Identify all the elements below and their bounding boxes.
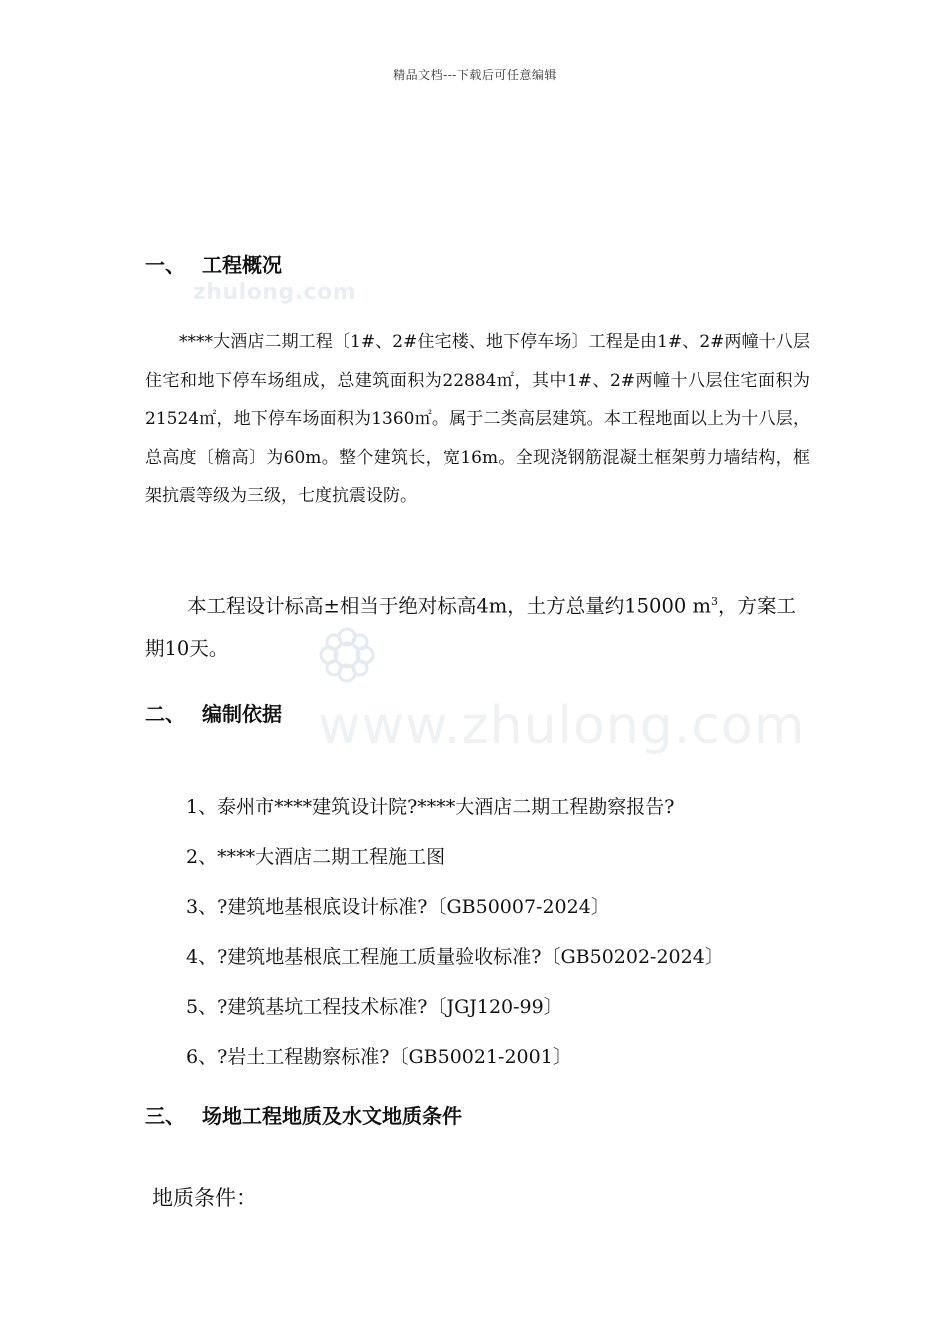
section-2-title: 编制依据 [202,702,282,726]
watermark-large: www.zhulong.com [318,696,806,756]
page-header: 精品文档---下载后可任意编辑 [393,68,557,82]
section-1-paragraph-1: ****大酒店二期工程〔1#、2#住宅楼、地下停车场〕工程是由1#、2#两幢十八层住宅和地下停车场组成，总建筑面积为22884㎡，其中1#、2#两幢十八层住宅面积为21524㎡，地下停车场面积为1360㎡。属于二类高层建筑。本工程地面以上为十八层，总高度〔檐高〕为60m。整个建筑长，宽16m。全现浇钢筋混凝土框架剪力墙结构，框架抗震等级为三级，七度抗震设防。 [145,332,810,506]
reference-item: 1、泰州市****建筑设计院?****大酒店二期工程勘察报告? [186,796,675,818]
geology-subheading: 地质条件： [152,1186,257,1210]
reference-item: 3、?建筑地基根底设计标准?〔GB50007-2024〕 [186,896,610,918]
paragraph-2-text-a: 本工程设计标高±相当于绝对标高4m，土方总量约15000 m [187,594,711,618]
reference-item: 4、?建筑地基根底工程施工质量验收标准?〔GB50202-2024〕 [186,946,724,968]
section-3-heading [145,1100,462,1129]
section-1-number: 一、 [145,253,185,277]
reference-item: 6、?岩土工程勘察标准?〔GB50021-2001〕 [186,1046,572,1068]
section-1-title: 工程概况 [202,253,282,277]
reference-item: 2、****大酒店二期工程施工图 [186,846,446,868]
section-1-paragraph-2 [145,581,810,670]
reference-item: 5、?建筑基坑工程技术标准?〔JGJ120-99〕 [186,996,563,1018]
section-1-heading [145,249,282,278]
section-3-title: 场地工程地质及水文地质条件 [202,1104,462,1128]
watermark-small: zhulong.com [193,280,357,305]
section-3-number: 三、 [145,1104,185,1128]
paragraph-2-text-b: ，方案工期10天。 [145,594,796,660]
paragraph-2-superscript: 3 [710,595,718,608]
section-2-number: 二、 [145,702,185,726]
section-2-heading [145,698,282,727]
